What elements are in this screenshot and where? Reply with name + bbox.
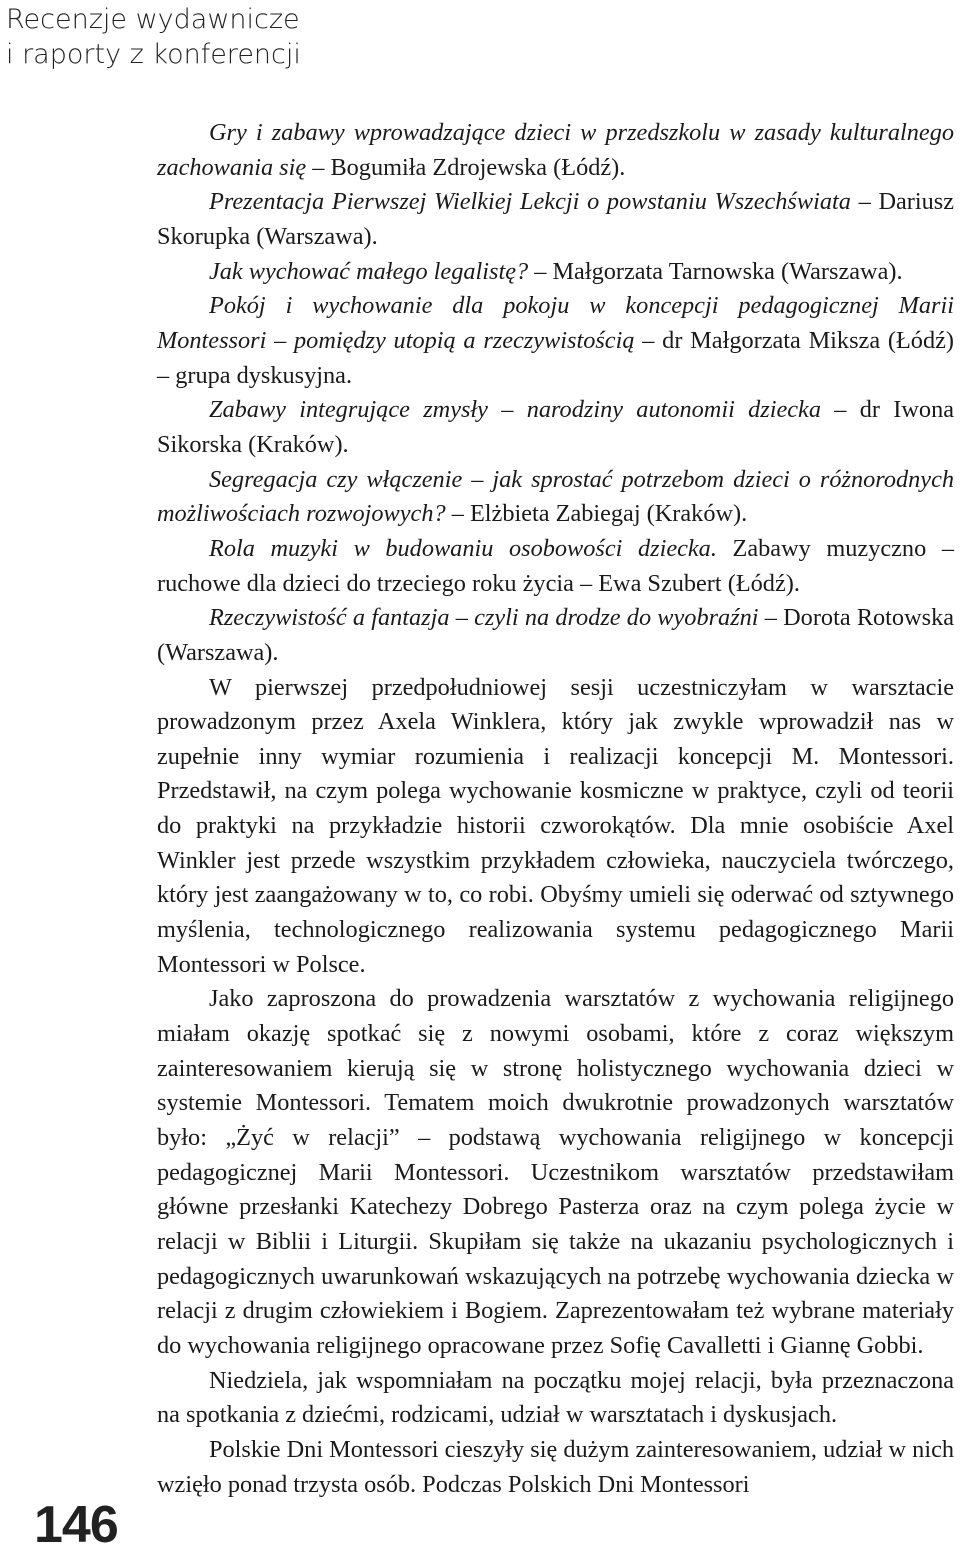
section-header	[6, 2, 301, 72]
workshop-item	[157, 185, 954, 254]
workshop-title: Pokój i wychowanie dla pokoju w koncepcji pedagogicznej Marii Montessori – pomiędzy utopią a rzeczywistością	[157, 292, 954, 354]
body-paragraph: Jako zaproszona do prowadzenia warsztatów z wychowania religijnego miałam okazję spotkać się z nowymi osobami, które z coraz większym zainteresowaniem kierują się w stronę holistycznego wychowania dzieci w systemie Montessori. Tematem moich dwukrotnie prowadzonych warsztatów było: „Żyć w relacji” – podstawą wychowania religijnego w koncepcji pedagogicznej Marii Montessori. Uczestnikom warsztatów przedstawiłam główne przesłanki Katechezy Dobrego Pasterza oraz na czym polega życie w relacji w Biblii i Liturgii. Skupiłam się także na ukazaniu psychologicznych i pedagogicznych uwarunkowań wskazujących na potrzebę wychowania dziecka w relacji z drugim człowiekiem i Bogiem. Zaprezentowałam też wybrane materiały do wychowania religijnego opracowane przez Sofię Cavalletti i Giannę Gobbi.	[157, 985, 954, 1359]
workshop-item	[157, 116, 954, 185]
workshop-author: Zabawy muzyczno – ruchowe dla dzieci do trzeciego roku życia – Ewa Szubert (Łódź).	[157, 534, 954, 597]
workshop-author: – Bogumiła Zdrojewska (Łódź).	[306, 153, 626, 181]
workshop-item	[157, 255, 954, 290]
workshop-title: Segregacja czy włączenie – jak sprostać potrzebom dzieci o różnorodnych możliwościach rozwojowych?	[157, 465, 954, 528]
section-header-line-2: i raporty z konferencji	[6, 39, 301, 70]
workshop-item	[157, 601, 954, 670]
workshop-author: – dr Małgorzata Miksza (Łódź) – grupa dyskusyjna.	[157, 326, 954, 389]
workshop-author: – Małgorzata Tarnowska (Warszawa).	[528, 257, 903, 285]
workshop-author: – Dariusz Skorupka (Warszawa).	[157, 188, 954, 250]
body-paragraph: W pierwszej przedpołudniowej sesji uczestniczyłam w warsztacie prowadzonym przez Axela Winklera, który jak zwykle wprowadził nas w zupełnie inny wymiar rozumienia i realizacji koncepcji M. Montessori. Przedstawił, na czym polega wychowanie kosmiczne w praktyce, czyli od teorii do praktyki na przykładzie historii czworokątów. Dla mnie osobiście Axel Winkler jest przede wszystkim przykładem człowieka, nauczyciela twórczego, który jest zaangażowany w to, co robi. Obyśmy umieli się oderwać od sztywnego myślenia, technologicznego realizowania systemu pedagogicznego Marii Montessori w Polsce.	[157, 673, 954, 978]
workshop-item	[157, 532, 954, 601]
workshop-item	[157, 393, 954, 462]
article-body	[157, 116, 954, 1502]
page-number: 146	[34, 1496, 118, 1554]
workshop-item	[157, 463, 954, 532]
body-paragraph: Polskie Dni Montessori cieszyły się dużym zainteresowaniem, udział w nich wzięło ponad trzysta osób. Podczas Polskich Dni Montessori	[157, 1435, 954, 1498]
workshop-title: Prezentacja Pierwszej Wielkiej Lekcji o powstaniu Wszechświata	[209, 188, 851, 216]
workshop-title: Rola muzyki w budowaniu osobowości dziecka.	[209, 534, 717, 562]
workshop-title: Rzeczywistość a fantazja – czyli na drodze do wyobraźni	[209, 604, 759, 632]
workshop-title: Zabawy integrujące zmysły – narodziny autonomii dziecka	[209, 396, 821, 424]
workshop-author: – Dorota Rotowska (Warszawa).	[157, 604, 955, 666]
body-paragraph: Niedziela, jak wspomniałam na początku mojej relacji, była przeznaczona na spotkania z dziećmi, rodzicami, udział w warsztatach i dyskusjach.	[157, 1366, 954, 1429]
section-header-line-1: Recenzje wydawnicze	[6, 4, 300, 35]
workshop-author: – dr Iwona Sikorska (Kraków).	[157, 396, 954, 458]
workshop-author: – Elżbieta Zabiegaj (Kraków).	[445, 500, 748, 528]
workshop-item	[157, 289, 954, 393]
workshop-title: Gry i zabawy wprowadzające dzieci w przedszkolu w zasady kulturalnego zachowania się	[157, 119, 954, 181]
workshop-title: Jak wychować małego legalistę?	[209, 257, 529, 285]
